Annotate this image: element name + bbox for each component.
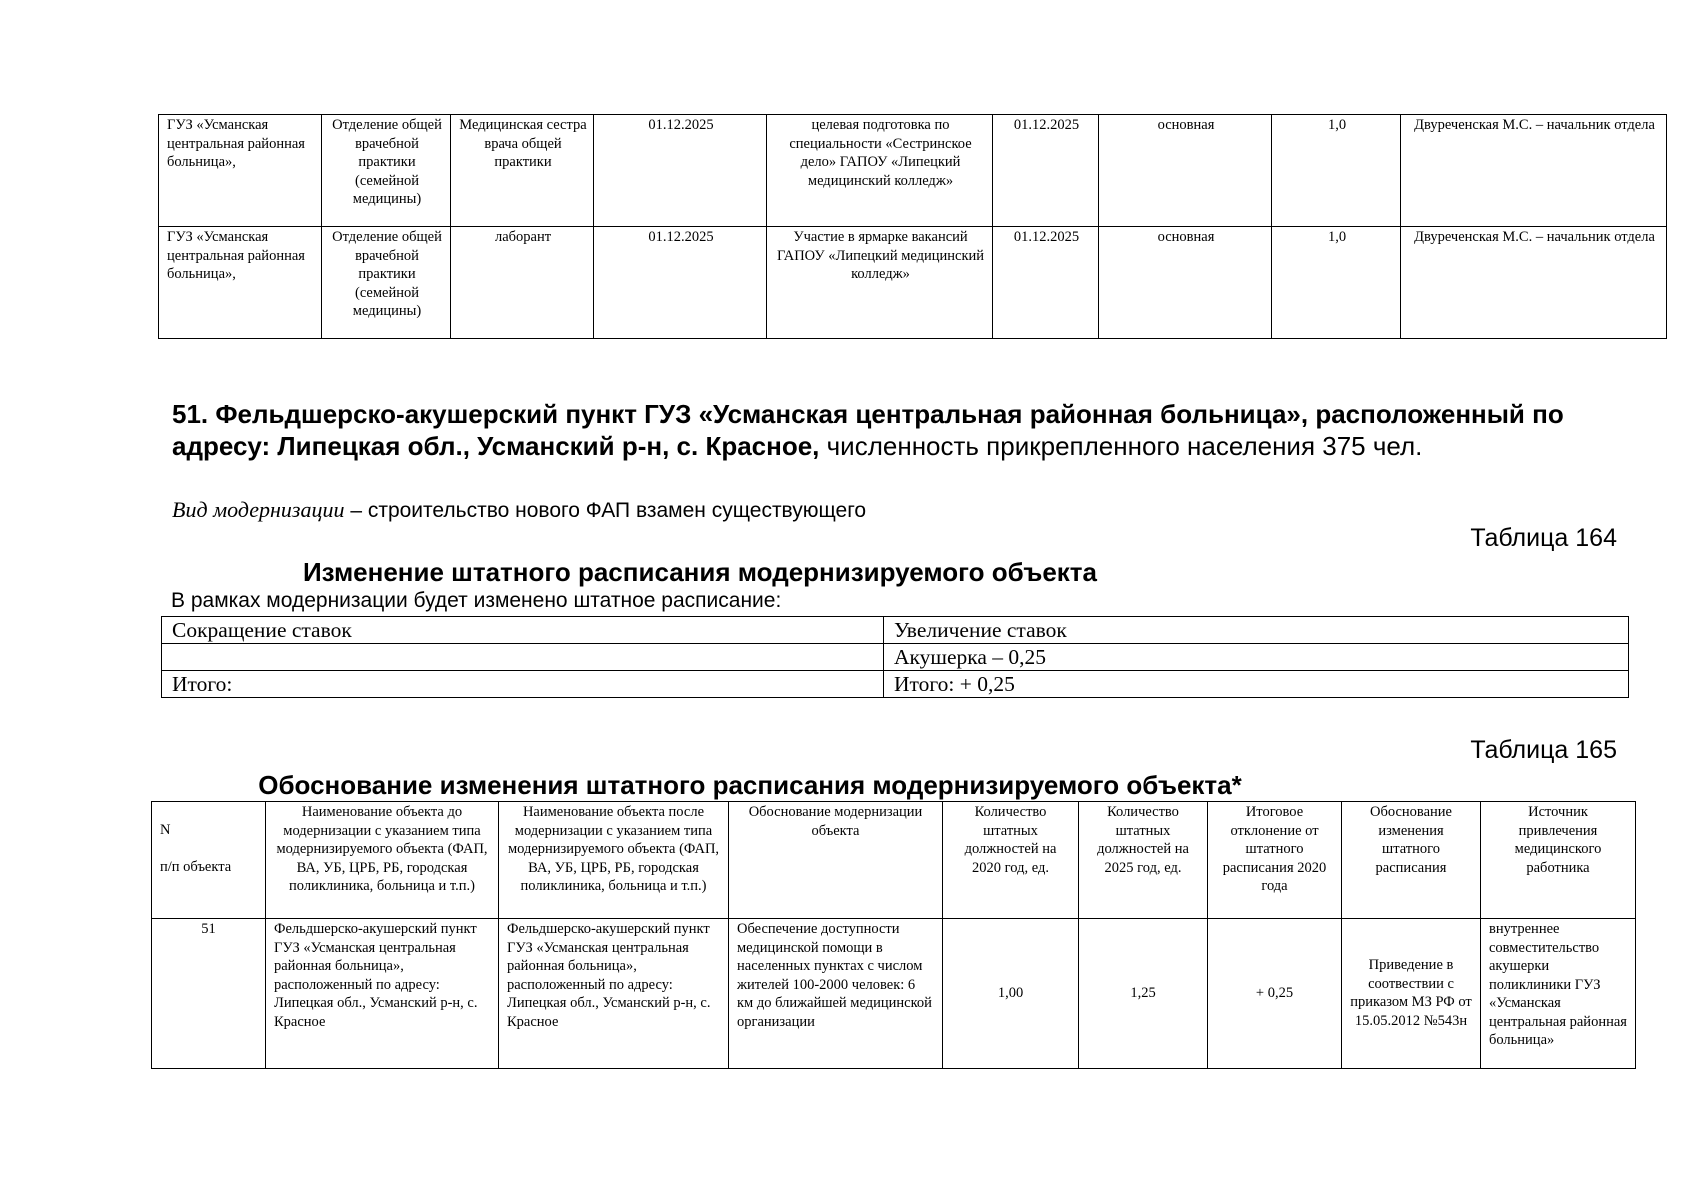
section-heading bbox=[172, 398, 1662, 462]
table-row bbox=[162, 644, 1629, 671]
vacancy-table bbox=[158, 114, 1667, 339]
reduction-header: Сокращение ставок bbox=[162, 617, 884, 644]
reduction-cell bbox=[162, 644, 884, 671]
row-after: Фельдшерско-акушерский пункт ГУЗ «Усманская центральная районная больница», расположенный по адресу: Липецкая обл., Усманский р-н, с. Красное bbox=[499, 919, 729, 1069]
header-deviation: Итоговое отклонение от штатного расписания 2020 года bbox=[1208, 802, 1342, 919]
responsible-cell: Двуреченская М.С. – начальник отдела bbox=[1401, 227, 1667, 339]
rate-cell: 1,0 bbox=[1272, 115, 1401, 227]
table-row bbox=[159, 227, 1667, 339]
header-count-2025: Количество штатных должностей на 2025 год, ед. bbox=[1079, 802, 1208, 919]
modernization-line bbox=[172, 497, 866, 523]
heading-population: численность прикрепленного населения 375 чел. bbox=[819, 431, 1423, 461]
row-deviation: + 0,25 bbox=[1208, 919, 1342, 1069]
date-cell: 01.12.2025 bbox=[993, 115, 1099, 227]
row-reason: Обеспечение доступности медицинской помощи в населенных пунктах с числом жителей 100-2000 человек: 6 км до ближайшей медицинской организации bbox=[729, 919, 943, 1069]
header-num bbox=[152, 802, 266, 919]
position-cell: Медицинская сестра врача общей практики bbox=[451, 115, 594, 227]
dept-cell: Отделение общей врачебной практики (семейной медицины) bbox=[322, 115, 451, 227]
header-after: Наименование объекта после модернизации с указанием типа модернизируемого объекта (ФАП, ВА, УБ, ЦРБ, РБ, городская поликлиника, больница и т.п.) bbox=[499, 802, 729, 919]
increase-total: Итого: + 0,25 bbox=[884, 671, 1629, 698]
table-header-row bbox=[152, 802, 1636, 919]
row-count-2025: 1,25 bbox=[1079, 919, 1208, 1069]
header-num-b: п/п объекта bbox=[160, 858, 232, 875]
row-before: Фельдшерско-акушерский пункт ГУЗ «Усманская центральная районная больница», расположенный по адресу: Липецкая обл., Усманский р-н, с. Красное bbox=[266, 919, 499, 1069]
date-cell: 01.12.2025 bbox=[993, 227, 1099, 339]
type-cell: основная bbox=[1099, 227, 1272, 339]
table-title: Обоснование изменения штатного расписания модернизируемого объекта* bbox=[258, 770, 1242, 800]
header-justification: Обоснование изменения штатного расписания bbox=[1342, 802, 1481, 919]
responsible-cell: Двуреченская М.С. – начальник отдела bbox=[1401, 115, 1667, 227]
org-cell: ГУЗ «Усманская центральная районная больница», bbox=[159, 227, 322, 339]
table-title: Изменение штатного расписания модернизируемого объекта bbox=[302, 557, 1097, 587]
heading-bold: 51. Фельдшерско-акушерский пункт ГУЗ «Усманская центральная районная больница», расположенный по адресу: Липецкая обл., Усманский р-н, с. Красное, bbox=[172, 399, 1564, 461]
justification-table bbox=[151, 801, 1636, 1069]
increase-header: Увеличение ставок bbox=[884, 617, 1629, 644]
modernization-text: – строительство нового ФАП взамен существующего bbox=[344, 499, 867, 522]
header-reason: Обоснование модернизации объекта bbox=[729, 802, 943, 919]
row-source: внутреннее совместительство акушерки поликлиники ГУЗ «Усманская центральная районная больница» bbox=[1481, 919, 1636, 1069]
table-intro: В рамках модернизации будет изменено штатное расписание: bbox=[171, 589, 782, 612]
date-cell: 01.12.2025 bbox=[594, 115, 767, 227]
table-number: Таблица 165 bbox=[1470, 736, 1617, 764]
row-count-2020: 1,00 bbox=[943, 919, 1079, 1069]
header-source: Источник привлечения медицинского работника bbox=[1481, 802, 1636, 919]
table-row bbox=[152, 919, 1636, 1069]
header-count-2020: Количество штатных должностей на 2020 год, ед. bbox=[943, 802, 1079, 919]
increase-cell: Акушерка – 0,25 bbox=[884, 644, 1629, 671]
staffing-change-table bbox=[161, 616, 1629, 698]
date-cell: 01.12.2025 bbox=[594, 227, 767, 339]
measure-cell: Участие в ярмарке вакансий ГАПОУ «Липецкий медицинский колледж» bbox=[767, 227, 993, 339]
row-num: 51 bbox=[152, 919, 266, 1069]
measure-cell: целевая подготовка по специальности «Сестринское дело» ГАПОУ «Липецкий медицинский колледж» bbox=[767, 115, 993, 227]
type-cell: основная bbox=[1099, 115, 1272, 227]
table-row bbox=[162, 617, 1629, 644]
position-cell: лаборант bbox=[451, 227, 594, 339]
table-row bbox=[159, 115, 1667, 227]
table-row bbox=[162, 671, 1629, 698]
header-num-a: N bbox=[160, 822, 171, 838]
row-justification: Приведение в соотвествии с приказом МЗ РФ от 15.05.2012 №543н bbox=[1342, 919, 1481, 1069]
dept-cell: Отделение общей врачебной практики (семейной медицины) bbox=[322, 227, 451, 339]
reduction-total: Итого: bbox=[162, 671, 884, 698]
modernization-label: Вид модернизации bbox=[172, 497, 345, 522]
org-cell: ГУЗ «Усманская центральная районная больница», bbox=[159, 115, 322, 227]
rate-cell: 1,0 bbox=[1272, 227, 1401, 339]
header-before: Наименование объекта до модернизации с указанием типа модернизируемого объекта (ФАП, ВА, УБ, ЦРБ, РБ, городская поликлиника, больница и т.п.) bbox=[266, 802, 499, 919]
table-number: Таблица 164 bbox=[1470, 524, 1617, 552]
